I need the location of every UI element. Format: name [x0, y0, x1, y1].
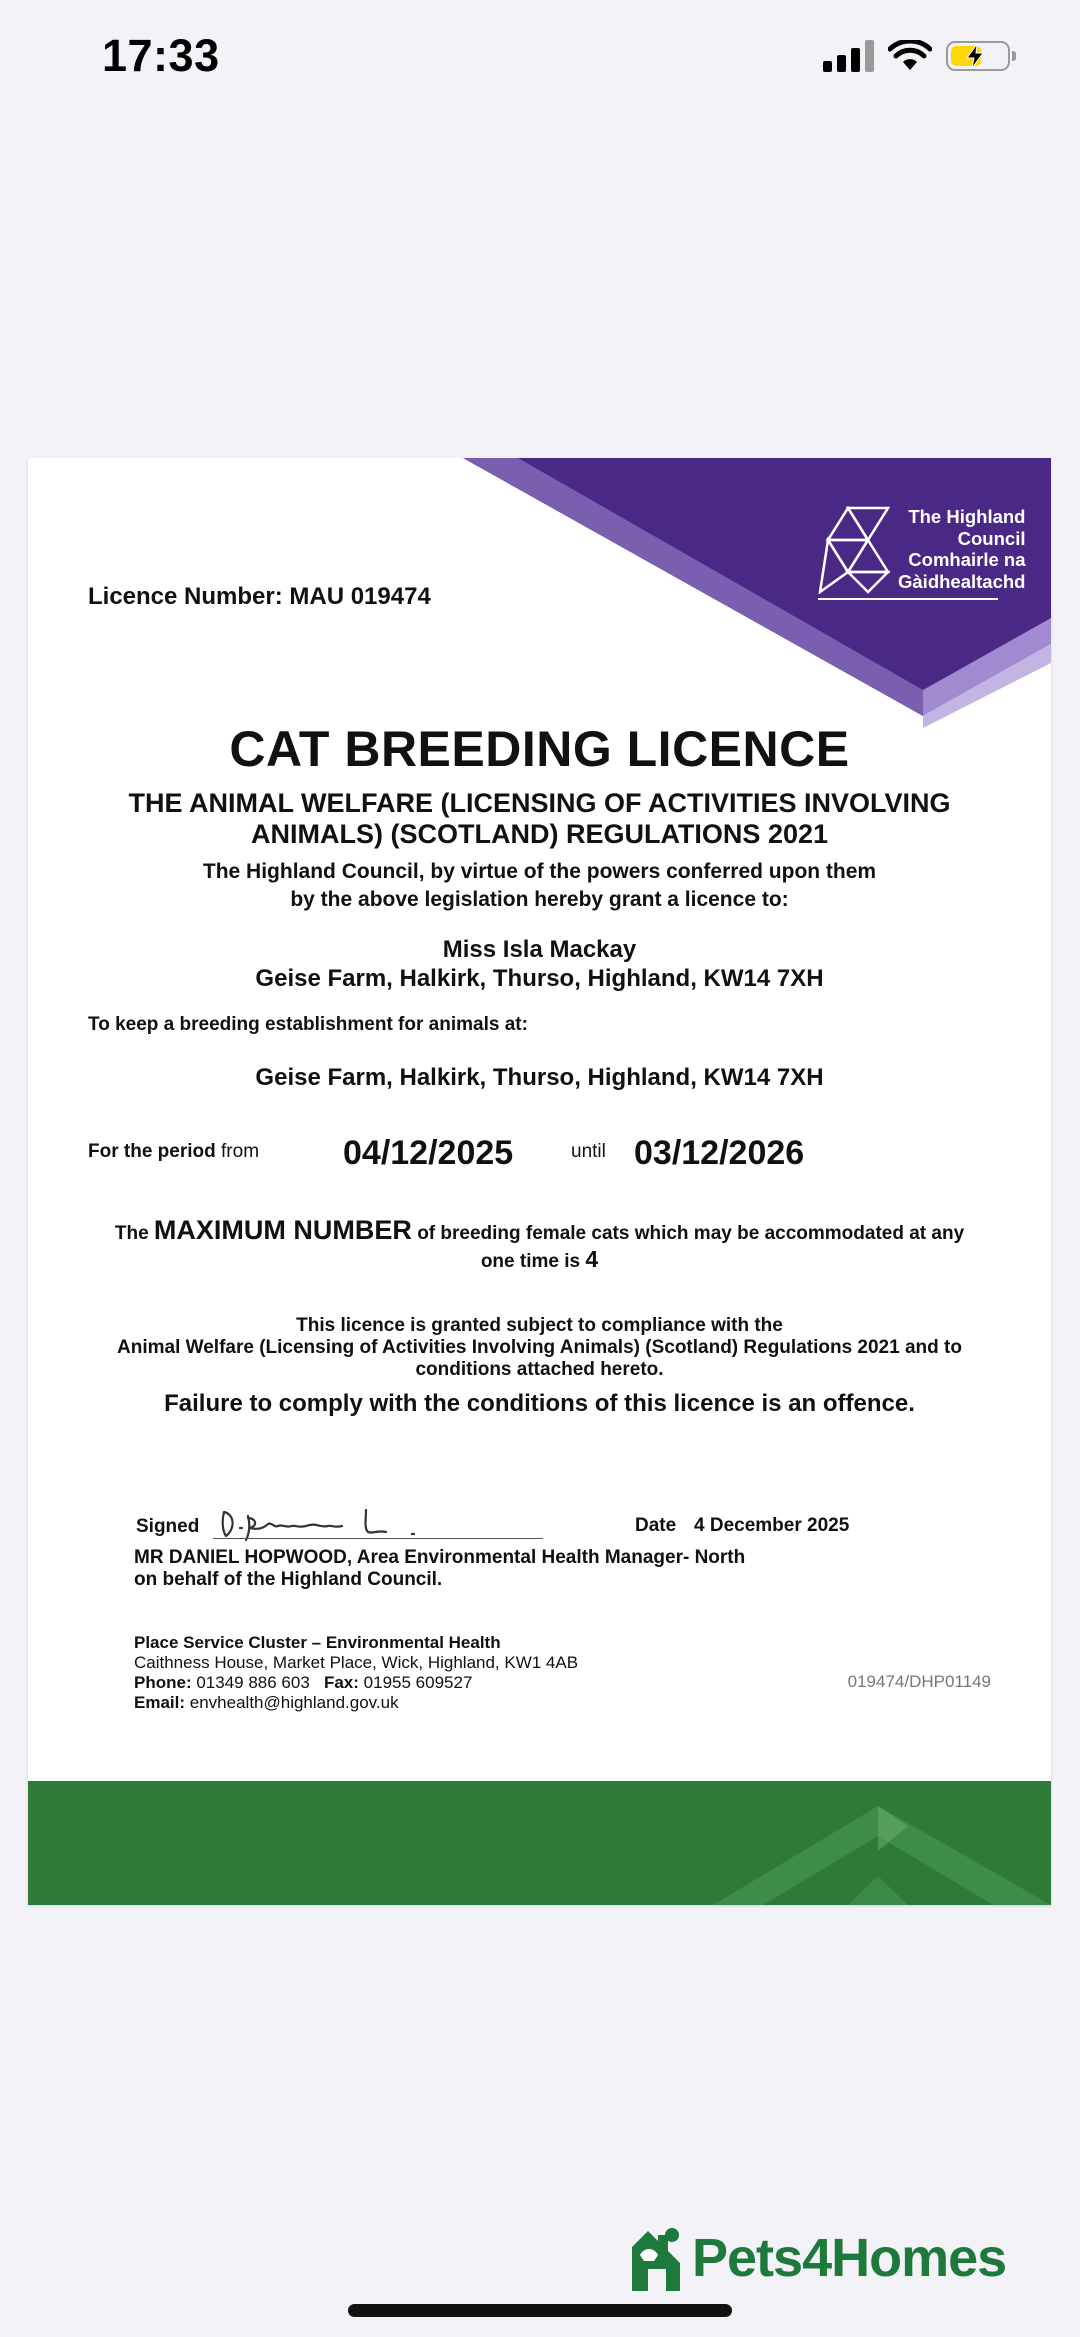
logo-underline [818, 598, 998, 600]
conditions-text: This licence is granted subject to compliance with the [296, 1315, 783, 1336]
council-name-line: Comhairle na [908, 549, 1026, 570]
maximum-line2: one time is [480, 1251, 581, 1272]
establishment-address: Geise Farm, Halkirk, Thurso, Highland, KW14 7XH [255, 1064, 824, 1091]
maximum-value: 4 [585, 1246, 599, 1272]
battery-charging-icon [946, 41, 1010, 71]
grant-text: by the above legislation hereby grant a licence to: [290, 888, 789, 911]
council-name-line: Gàidhealtachd [898, 570, 1026, 592]
council-name-line: The Highland [908, 506, 1026, 527]
signed-label: Signed [136, 1516, 200, 1537]
maximum-number-line-2 [28, 1246, 1051, 1273]
contact-email [134, 1693, 399, 1713]
licence-holder-address: Geise Farm, Halkirk, Thurso, Highland, KW14 7XH [255, 965, 824, 992]
conditions-text: Animal Welfare (Licensing of Activities Involving Animals) (Scotland) Regulations 2021 and to [117, 1337, 962, 1358]
status-icons [823, 40, 1010, 72]
maximum-suffix: of breeding female cats which may be accommodated at any [417, 1223, 965, 1244]
regulation-title: THE ANIMAL WELFARE (LICENSING OF ACTIVITIES INVOLVING [128, 788, 951, 818]
officer-role: on behalf of the Highland Council. [134, 1569, 443, 1590]
contact-address: Caithness House, Market Place, Wick, Highland, KW1 4AB [134, 1653, 579, 1672]
highland-council-logo [818, 506, 1025, 594]
licence-document [28, 458, 1051, 1905]
cellular-signal-icon [823, 40, 874, 72]
period-label [88, 1141, 259, 1163]
phone-label: Phone: [134, 1673, 192, 1692]
maximum-emphasis: MAXIMUM NUMBER [153, 1215, 412, 1245]
signature-image [216, 1506, 456, 1542]
period-label-text: For the period [88, 1141, 216, 1162]
contact-department: Place Service Cluster – Environmental Health [134, 1633, 501, 1652]
email-label: Email: [134, 1693, 186, 1712]
establishment-label: To keep a breeding establishment for animals at: [88, 1014, 528, 1035]
email-address: envhealth@highland.gov.uk [189, 1693, 399, 1712]
date-label: Date [635, 1515, 677, 1536]
period-until-date: 03/12/2026 [634, 1134, 805, 1172]
council-name-line: Council [957, 527, 1026, 549]
regulation-title: ANIMALS) (SCOTLAND) REGULATIONS 2021 [250, 819, 829, 849]
footer-band [28, 1781, 1051, 1905]
triangle-logo-icon [818, 506, 890, 594]
maximum-number-line [28, 1215, 1051, 1246]
period-until-label: until [571, 1141, 606, 1162]
period-from-label: from [221, 1141, 260, 1162]
home-indicator[interactable] [348, 2304, 732, 2317]
contact-phone-fax [134, 1673, 472, 1693]
pets4homes-wordmark: Pets4Homes [692, 2228, 1007, 2288]
fax-label: Fax: [323, 1673, 359, 1692]
offence-warning: Failure to comply with the conditions of this licence is an offence. [164, 1390, 915, 1417]
signature-line [213, 1538, 543, 1539]
officer-name: MR DANIEL HOPWOOD, Area Environmental Health Manager- North [134, 1547, 746, 1568]
document-reference: 019474/DHP01149 [847, 1672, 991, 1691]
pets4homes-house-icon [628, 2225, 686, 2291]
conditions-text: conditions attached hereto. [415, 1359, 664, 1380]
footer-pattern [28, 1781, 1051, 1905]
licence-number: Licence Number: MAU 019474 [88, 583, 431, 610]
phone-number: 01349 886 603 [196, 1673, 310, 1692]
licence-title: CAT BREEDING LICENCE [229, 721, 850, 777]
licence-holder-name: Miss Isla Mackay [442, 936, 637, 963]
pets4homes-logo [628, 2225, 1006, 2291]
period-from-date: 04/12/2025 [343, 1134, 514, 1172]
maximum-prefix: The [114, 1223, 149, 1244]
fax-number: 01955 609527 [363, 1673, 473, 1692]
signed-date: 4 December 2025 [694, 1515, 850, 1536]
status-time: 17:33 [102, 30, 220, 81]
grant-text: The Highland Council, by virtue of the powers conferred upon them [202, 860, 877, 883]
wifi-icon [888, 40, 932, 72]
